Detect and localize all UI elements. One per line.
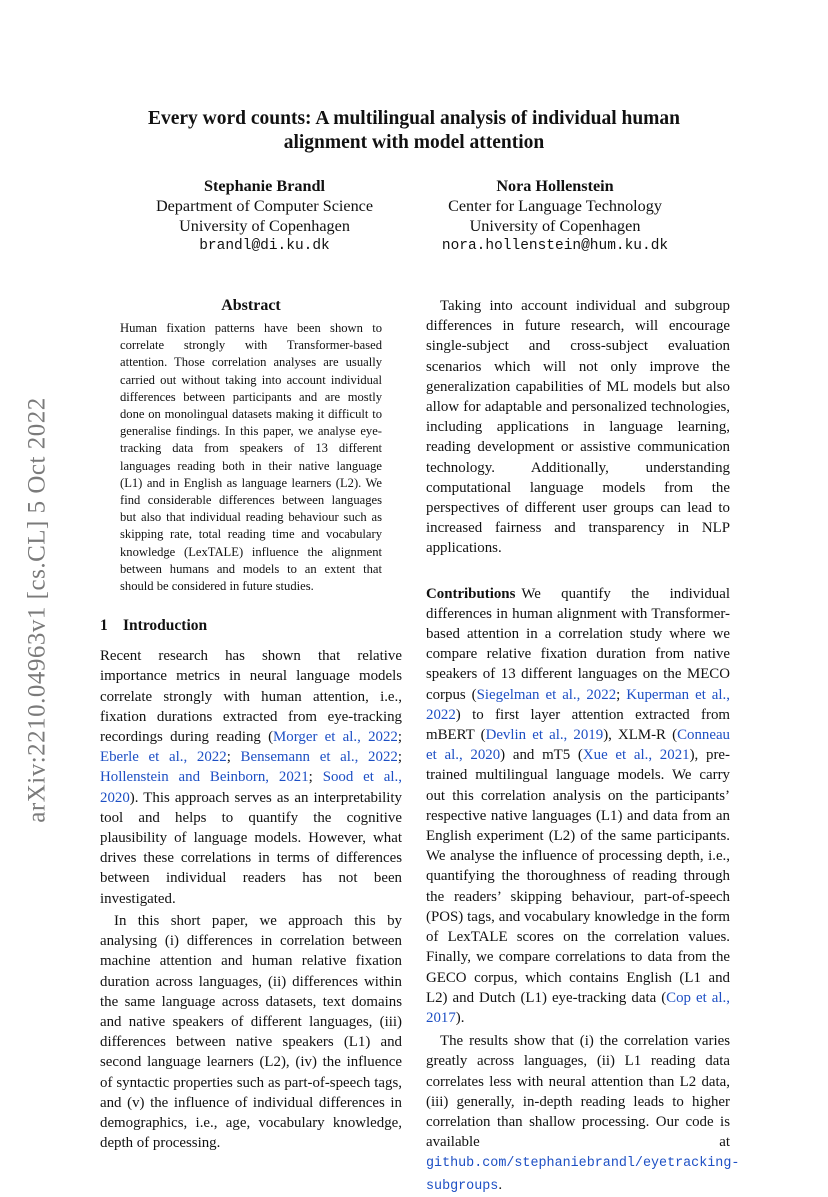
author-affiliation-department: Center for Language Technology [448, 197, 662, 215]
author-email: nora.hollenstein@hum.ku.dk [441, 238, 669, 254]
paragraph-text: ), pre-trained multilingual language models. We carry out this correlation analysis on the participants’ respective native languages (L1) and data from an English experiment (L2) of the same participants. We analyse the influence of processing depth, i.e., quantifying the thoroughness of reading through the readers’ skipping behaviour, part-of-speech (POS) tags, and vocabulary knowledge in the form of LexTALE scores on the correlation values. Finally, we compare correlations to data from the GECO corpus, which contains English (L1 and L2) and Dutch (L1) eye-tracking data ( [426, 747, 730, 1006]
contributions-heading: Contributions [426, 585, 516, 602]
arxiv-identifier-text: arXiv:2210.04963v1 [cs.CL] 5 Oct 2022 [24, 397, 52, 823]
paragraph-text: ), XLM-R ( [603, 727, 678, 744]
author-affiliation-university: University of Copenhagen [179, 217, 350, 235]
motivation-paragraph: Taking into account individual and subgroup differences in future research, will encourage single-subject and cross-subject evaluation scenarios which will not only improve the generalization capabilities of ML models but also allow for adaptable and personalized technologies, including applications in language learning, reading development or assistive communication technology. Additionally, understanding computational language models from the perspectives of different user groups can lead to increased fairness and transparency in NLP applications. [426, 298, 730, 557]
paper-title [100, 107, 728, 155]
paragraph-text: ). This approach serves as an interpretability tool and helps to quantify the cognitive plausibility of language models. However, what drives these correlations in terms of differences between individual readers has not been investigated. [100, 789, 402, 907]
citation-link[interactable]: Conneau et al., 2020 [426, 727, 730, 764]
paragraph-text: . [498, 1176, 503, 1193]
abstract-text: Human fixation patterns have been shown to correlate strongly with Transformer-based attention. Those correlation analyses are usually carried out without taking into account individual differences between participants and are mostly done on monolingual datasets making it difficult to generalise findings. In this paper, we analyse eye-tracking data from speakers of 13 different languages reading both in their native language (L1) and in English as language learners (L2). We find considerable differences between languages but also that individual reading behaviour such as skipping rate, total reading time and vocabulary knowledge (LexTALE) influence the alignment between humans and models to an extent that should be considered in future studies. [120, 321, 382, 594]
citation-link[interactable]: Morger et al., 2022 [273, 729, 398, 746]
citation-link[interactable]: Bensemann et al., 2022 [240, 749, 398, 766]
citation-link[interactable]: Siegelman et al., 2022 [476, 686, 617, 703]
paragraph-text: The results show that (i) the correlation varies greatly across languages, (ii) L1 reading data correlates less with neural attention than L2 data, (iii) generally, in-depth reading leads to higher correlation than shallow processing. Our code is available at [426, 1033, 730, 1151]
citation-link[interactable]: Hollenstein and Beinborn, 2021 [100, 769, 309, 786]
author-block-1 [132, 176, 397, 256]
section-title: Introduction [123, 617, 208, 635]
paragraph-text: ). [455, 1009, 465, 1026]
paragraph-text: ) to first layer attention extracted from mBERT ( [426, 706, 730, 744]
section-heading-introduction [100, 616, 402, 636]
citation-link[interactable]: Cop et al., 2017 [426, 989, 730, 1026]
results-paragraph [426, 1031, 740, 1197]
citation-separator: ; [397, 749, 402, 766]
abstract-heading: Abstract [221, 297, 281, 314]
citation-separator: ; [308, 769, 323, 786]
left-column [100, 296, 402, 1153]
author-name: Nora Hollenstein [496, 177, 614, 195]
paragraph-text: ) and mT5 ( [500, 747, 583, 764]
author-affiliation-university: University of Copenhagen [469, 217, 641, 235]
contributions-paragraph [426, 584, 730, 1028]
right-column [426, 296, 740, 1197]
section-number: 1 [100, 617, 108, 635]
citation-link[interactable]: Kuperman et al., 2022 [426, 686, 730, 723]
citation-link[interactable]: Devlin et al., 2019 [485, 727, 604, 744]
author-email: brandl@di.ku.dk [199, 238, 330, 254]
citation-separator: ; [616, 686, 627, 703]
paper-title-line-1: Every word counts: A multilingual analysis of individual human [147, 108, 681, 129]
citation-link[interactable]: Eberle et al., 2022 [100, 749, 227, 766]
intro-paragraph-1 [100, 646, 402, 909]
citation-link[interactable]: Xue et al., 2021 [582, 747, 690, 764]
citation-separator: ; [397, 729, 402, 746]
author-block-2 [410, 176, 700, 256]
citation-separator: ; [226, 749, 241, 766]
intro-paragraph-2: In this short paper, we approach this by analysing (i) differences in correlation between machine attention and human relative fixation duration across languages, (ii) differences within the same language across datasets, text domains and native speakers of different languages, (iii) differences between native speakers (L1) and second language learners (L2), (iv) the influence of syntactic properties such as part-of-speech tags, and (v) the influence of individual differences in demographics, i.e., age, vocabulary knowledge, depth of processing. [100, 912, 402, 1152]
arxiv-identifier-stamp [13, 380, 63, 840]
paragraph-text: We quantify the individual differences in human alignment with Transformer-based attention in a correlation study where we compare relative fixation duration from native speakers of 13 different languages on the MECO corpus ( [426, 585, 730, 703]
code-repository-link[interactable]: github.com/stephaniebrandl/eyetracking-subgroups [426, 1156, 740, 1194]
paper-title-line-2: alignment with model attention [283, 132, 545, 153]
author-name: Stephanie Brandl [204, 177, 325, 195]
citation-link[interactable]: Sood et al., 2020 [100, 769, 402, 806]
author-affiliation-department: Department of Computer Science [155, 197, 374, 215]
paragraph-text: Recent research has shown that relative importance metrics in neural language models correlate strongly with human attention, i.e., fixation durations extracted from eye-tracking recordings during reading ( [100, 648, 402, 746]
